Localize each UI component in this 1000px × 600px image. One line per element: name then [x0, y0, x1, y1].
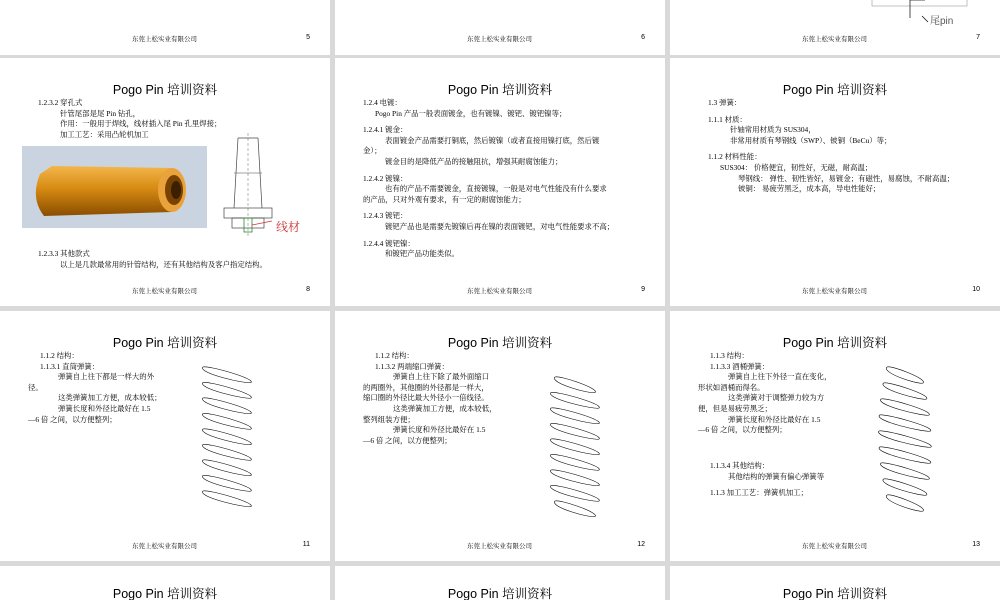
slide-15: [335, 566, 665, 600]
spring-coil: [203, 491, 252, 507]
text-line: 和镀钯产品功能类似。: [385, 249, 459, 259]
wire-label: 线材: [276, 220, 301, 234]
slide-title: Pogo Pin 培训资料: [782, 83, 888, 97]
spring-coil: [881, 399, 930, 415]
pin-render-image: [22, 146, 207, 228]
text-line: 1.2.4.4 镀钯镍：: [363, 238, 415, 248]
text-line: 1.2.4.1 镀金：: [363, 125, 408, 135]
slide-8: [0, 58, 330, 306]
text-line: 1.1.3 加工工艺：弹簧机加工；: [710, 488, 808, 498]
page-number: 8: [306, 286, 310, 293]
text-line: Pogo Pin 产品一般表面镀金，也有镀镍、镀钯、镀钯镍等；: [375, 108, 567, 118]
spring-coil: [551, 470, 600, 486]
text-line: 1.2.4.3 镀钯：: [363, 211, 408, 221]
text-line: 镀金目的是降低产品的接触阻抗，增强其耐腐蚀能力；: [385, 156, 563, 166]
footer-company: 东莞上松实业有限公司: [802, 288, 867, 295]
double-closed-end-spring-drawing: [540, 371, 610, 521]
text-line: 弹簧自上往下外径一直在变化，: [728, 372, 832, 382]
text-line: 其他结构的弹簧有偏心弹簧等: [728, 471, 825, 481]
spring-coil: [554, 377, 595, 393]
text-line: —6 倍 之间，以方便整列；: [28, 414, 117, 424]
page-number: 7: [976, 34, 980, 41]
spring-coil: [551, 439, 600, 455]
footer-company: 东莞上松实业有限公司: [802, 36, 867, 43]
text-line: 1.2.4 电镀：: [363, 98, 402, 107]
spring-coil: [551, 423, 600, 439]
spring-coil: [883, 479, 927, 495]
slide-title: Pogo Pin 培训资料: [782, 336, 888, 350]
text-line: 琴钢线： 弹性、韧性皆好，易镀金；有磁性，易腐蚀，不耐高温；: [738, 173, 955, 183]
spring-coil: [886, 367, 923, 383]
spring-coil: [203, 413, 252, 429]
text-line: 加工工艺：采用凸轮机加工: [60, 129, 149, 139]
text-line: 弹簧长度和外径比最好在 1.5: [393, 425, 486, 435]
text-line: SUS304： 价格便宜，韧性好，无磁，耐高温；: [720, 162, 873, 172]
page-number: 5: [306, 34, 310, 41]
spring-coil: [551, 454, 600, 470]
text-line: 形状如酒桶而得名。: [698, 382, 765, 392]
spring-coil: [203, 398, 252, 414]
footer-company: 东莞上松实业有限公司: [132, 543, 197, 550]
text-line: 1.1.2 材料性能：: [708, 152, 762, 162]
text-line: 整列组装方便；: [363, 414, 415, 424]
text-line: 1.3 弹簧：: [708, 98, 742, 107]
text-line: 这类弹簧加工方便，成本较低；: [58, 393, 162, 403]
footer-company: 东莞上松实业有限公司: [132, 36, 197, 43]
page-number: 9: [641, 286, 645, 293]
spring-coil: [203, 429, 252, 445]
spring-coil: [883, 383, 927, 399]
text-line: 镀钯产品也是需要先镀镍后再在镍的表面镀钯，对电气性能要求不高；: [385, 221, 615, 231]
footer-company: 东莞上松实业有限公司: [467, 36, 532, 43]
slide-title: Pogo Pin 培训资料: [112, 83, 218, 97]
text-line: 1.1.3 结构：: [710, 351, 749, 360]
text-line: 铍铜： 易疲劳黑乏，成本高，导电性能好；: [738, 184, 881, 194]
text-line: 1.1.2 结构：: [40, 351, 79, 360]
slide-title: Pogo Pin 培训资料: [447, 83, 553, 97]
spring-coil: [551, 392, 600, 408]
slide-title: Pogo Pin 培训资料: [112, 587, 218, 600]
straight-spring-drawing: [192, 361, 262, 511]
text-line: 径。: [28, 382, 43, 392]
spring-coil: [203, 460, 252, 476]
text-line: 1.1.1 材质：: [708, 114, 747, 124]
slide-5: [0, 0, 330, 55]
slide-12: [335, 311, 665, 561]
text-line: 1.2.3.3 其他款式: [38, 249, 90, 258]
text-line: 金）；: [363, 146, 382, 156]
text-line: 弹簧长度和外径比最好在 1.5: [728, 414, 821, 424]
spring-coil: [881, 463, 930, 479]
text-line: 弹簧自上往下除了最外面缩口: [393, 372, 490, 382]
footer-company: 东莞上松实业有限公司: [467, 288, 532, 295]
footer-company: 东莞上松实业有限公司: [467, 543, 532, 550]
text-line: 1.1.3.1 直筒弹簧：: [40, 361, 100, 371]
text-line: 便，但是易疲劳黑乏；: [698, 403, 772, 413]
text-line: 作用：一般用于焊线，线材插入尾 Pin 孔里焊接；: [60, 119, 222, 129]
tail-pin-drawing: [870, 0, 970, 30]
page-number: 12: [637, 541, 645, 548]
slide-10: [670, 58, 1000, 306]
slide-16: [670, 566, 1000, 600]
pin-cross-section-drawing: [218, 133, 278, 243]
text-line: 缩口圈的外径比最大外径小一倍线径。: [363, 393, 489, 403]
text-line: 1.1.3.4 其他结构：: [710, 461, 770, 470]
text-line: 1.1.3.2 两端缩口弹簧：: [375, 361, 449, 371]
slide-title: Pogo Pin 培训资料: [782, 587, 888, 600]
text-line: 的产品，只对外观有要求，有一定的耐腐蚀能力；: [363, 194, 526, 204]
text-line: 针管尾部是尾 Pin 钻孔，: [60, 108, 141, 118]
spring-coil: [551, 408, 600, 424]
spring-coil: [886, 495, 923, 511]
text-line: 表面镀金产品需要打铜底，然后镀镍（或者直接用镍打底，然后镀: [385, 135, 600, 145]
footer-company: 东莞上松实业有限公司: [132, 288, 197, 295]
page-number: 11: [302, 541, 310, 548]
spring-coil: [551, 485, 600, 501]
spring-coil: [203, 382, 252, 398]
text-line: 1.2.3.2 穿孔式: [38, 98, 83, 107]
slide-13: [670, 311, 1000, 561]
spring-coil: [879, 431, 932, 447]
text-line: 弹簧自上往下都是一样大的外: [58, 372, 155, 382]
slide-9: [335, 58, 665, 306]
text-line: 1.1.3.3 酒桶弹簧：: [710, 361, 770, 371]
text-line: —6 倍 之间，以方便整列；: [363, 435, 452, 445]
page-number: 10: [972, 286, 980, 293]
page-number: 13: [972, 541, 980, 548]
text-line: 这类弹簧对于调整弹力较为方: [728, 393, 825, 403]
text-line: 1.1.2 结构：: [375, 351, 414, 360]
text-line: 弹簧长度和外径比最好在 1.5: [58, 403, 151, 413]
spring-coil: [554, 501, 595, 517]
text-line: 针轴常用材质为 SUS304，: [730, 125, 816, 135]
tail-pin-label: 尾pin: [930, 16, 954, 27]
spring-coil: [203, 444, 252, 460]
barrel-spring-drawing: [870, 361, 940, 521]
slide-6: [335, 0, 665, 55]
text-line: 以上是几款最常用的针管结构，还有其他结构及客户指定结构。: [60, 259, 267, 269]
text-line: 的两圈外，其他圈的外径都是一样大，: [363, 382, 489, 392]
slide-title: Pogo Pin 培训资料: [447, 336, 553, 350]
page-number: 6: [641, 34, 645, 41]
spring-coil: [203, 475, 252, 491]
slide-14: [0, 566, 330, 600]
footer-company: 东莞上松实业有限公司: [802, 543, 867, 550]
slide-title: Pogo Pin 培训资料: [447, 587, 553, 600]
slide-title: Pogo Pin 培训资料: [112, 336, 218, 350]
spring-coil: [879, 447, 931, 463]
text-line: 也有的产品不需要镀金，直接镀镍，一般是对电气性能没有什么要求: [385, 184, 607, 194]
spring-coil: [879, 415, 931, 431]
text-line: 这类弹簧加工方便，成本较低，: [393, 403, 497, 413]
slide-7: [670, 0, 1000, 55]
text-line: —6 倍 之间，以方便整列；: [698, 425, 787, 435]
spring-coil: [203, 367, 252, 383]
text-line: 1.2.4.2 镀镍：: [363, 173, 408, 183]
text-line: 非常用材质有琴钢线（SWP）、铍铜（BeCu）等；: [730, 135, 892, 145]
slide-11: [0, 311, 330, 561]
